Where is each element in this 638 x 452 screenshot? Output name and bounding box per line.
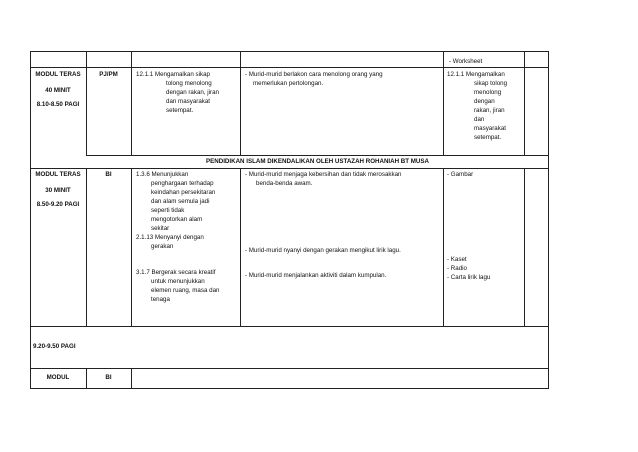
session-2-resource-1: - Gambar <box>447 171 474 178</box>
resource-worksheet: - Worksheet <box>449 58 483 65</box>
session-2-duration: 30 MINIT <box>45 187 71 194</box>
session-1-subject: PJ/PM <box>99 71 118 78</box>
session-2-module: MODUL TERAS <box>35 171 81 178</box>
session-2-time: 8.50-9.20 PAGI <box>36 201 80 208</box>
session-1-module: MODUL TERAS <box>35 71 81 78</box>
session-4-module: MODUL <box>46 374 70 381</box>
session-2-subject: BI <box>105 171 112 178</box>
session-4-subject: BI <box>105 374 112 381</box>
session-1-duration: 40 MINIT <box>45 87 71 94</box>
session-2-activity-2: - Murid-murid nyanyi dengan gerakan mengikut lirik lagu. <box>245 247 401 254</box>
session-3-time: 9.20-9.50 PAGI <box>33 343 76 350</box>
session-2-activity-3: - Murid-murid menjalankan aktiviti dalam kumpulan. <box>245 272 387 279</box>
session-1-time: 8.10-8.50 PAGI <box>36 101 80 108</box>
religious-class-banner: PENDIDIKAN ISLAM DIKENDALIKAN OLEH USTAZAH ROHANIAH BT MUSA <box>206 158 429 165</box>
